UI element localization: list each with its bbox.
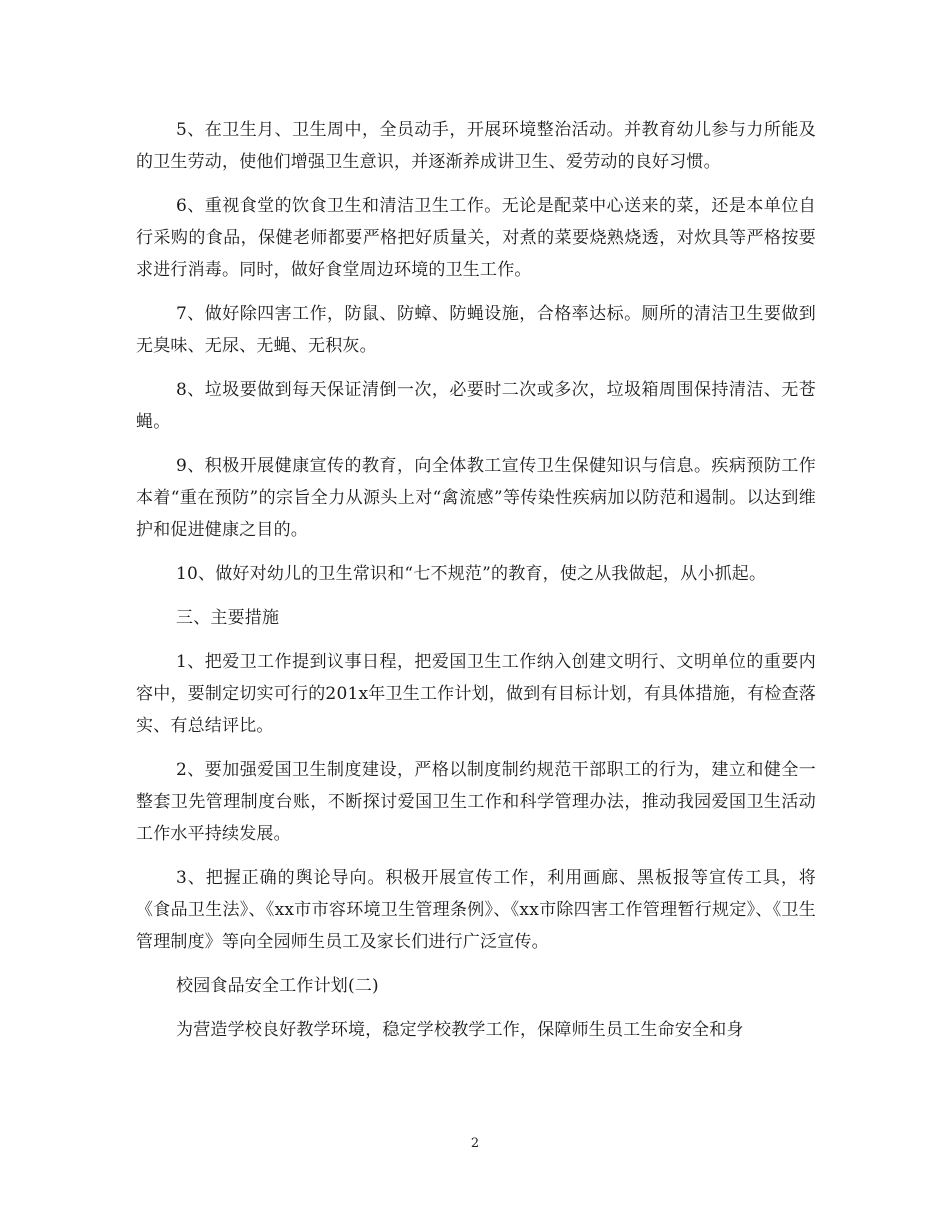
measure-item-1: 1、把爱卫工作提到议事日程，把爱国卫生工作纳入创建文明行、文明单位的重要内容中，要制定切实可行的201x年卫生工作计划，做到有目标计划，有具体措施，有检查落实、有总结评比。 [136,652,816,736]
intro-paragraph: 为营造学校良好教学环境，稳定学校教学工作，保障师生员工生命安全和身 [176,1020,744,1040]
paragraph-item-8: 8、垃圾要做到每天保证清倒一次，必要时二次或多次，垃圾箱周围保持清洁、无苍蝇。 [136,380,816,432]
measure-item-2: 2、要加强爱国卫生制度建设，严格以制度制约规范干部职工的行为，建立和健全一整套卫先管理制度台账，不断探讨爱国卫生工作和科学管理办法，推动我园爱国卫生活动工作水平持续发展。 [136,760,816,844]
paragraph-item-10: 10、做好对幼儿的卫生常识和“七不规范”的教育，使之从我做起，从小抓起。 [176,564,767,584]
section-heading-main-measures: 三、主要措施 [176,608,280,628]
paragraph-item-9: 9、积极开展健康宣传的教育，向全体教工宣传卫生保健知识与信息。疾病预防工作本着“重在预防”的宗旨全力从源头上对“禽流感”等传染性疾病加以防范和遏制。以达到维护和促进健康之目的。 [136,456,816,540]
page-number: 2 [470,1136,480,1151]
paragraph-item-7: 7、做好除四害工作，防鼠、防蟑、防蝇设施，合格率达标。厕所的清洁卫生要做到无臭味、无尿、无蝇、无积灰。 [136,304,816,356]
paragraph-item-5: 5、在卫生月、卫生周中，全员动手，开展环境整治活动。并教育幼儿参与力所能及的卫生劳动，使他们增强卫生意识，并逐渐养成讲卫生、爱劳动的良好习惯。 [136,120,816,172]
plan-subtitle: 校园食品安全工作计划(二) [176,976,379,996]
paragraph-item-6: 6、重视食堂的饮食卫生和清洁卫生工作。无论是配菜中心送来的菜，还是本单位自行采购的食品，保健老师都要严格把好质量关，对煮的菜要烧熟烧透，对炊具等严格按要求进行消毒。同时，做好食堂周边环境的卫生工作。 [136,196,816,280]
measure-item-3: 3、把握正确的舆论导向。积极开展宣传工作，利用画廊、黑板报等宣传工具，将《食品卫生法》、《xx市市容环境卫生管理条例》、《xx市除四害工作管理暂行规定》、《卫生管理制度》等向全园师生员工及家长们进行广泛宣传。 [136,868,816,952]
document-body [136,114,816,1058]
